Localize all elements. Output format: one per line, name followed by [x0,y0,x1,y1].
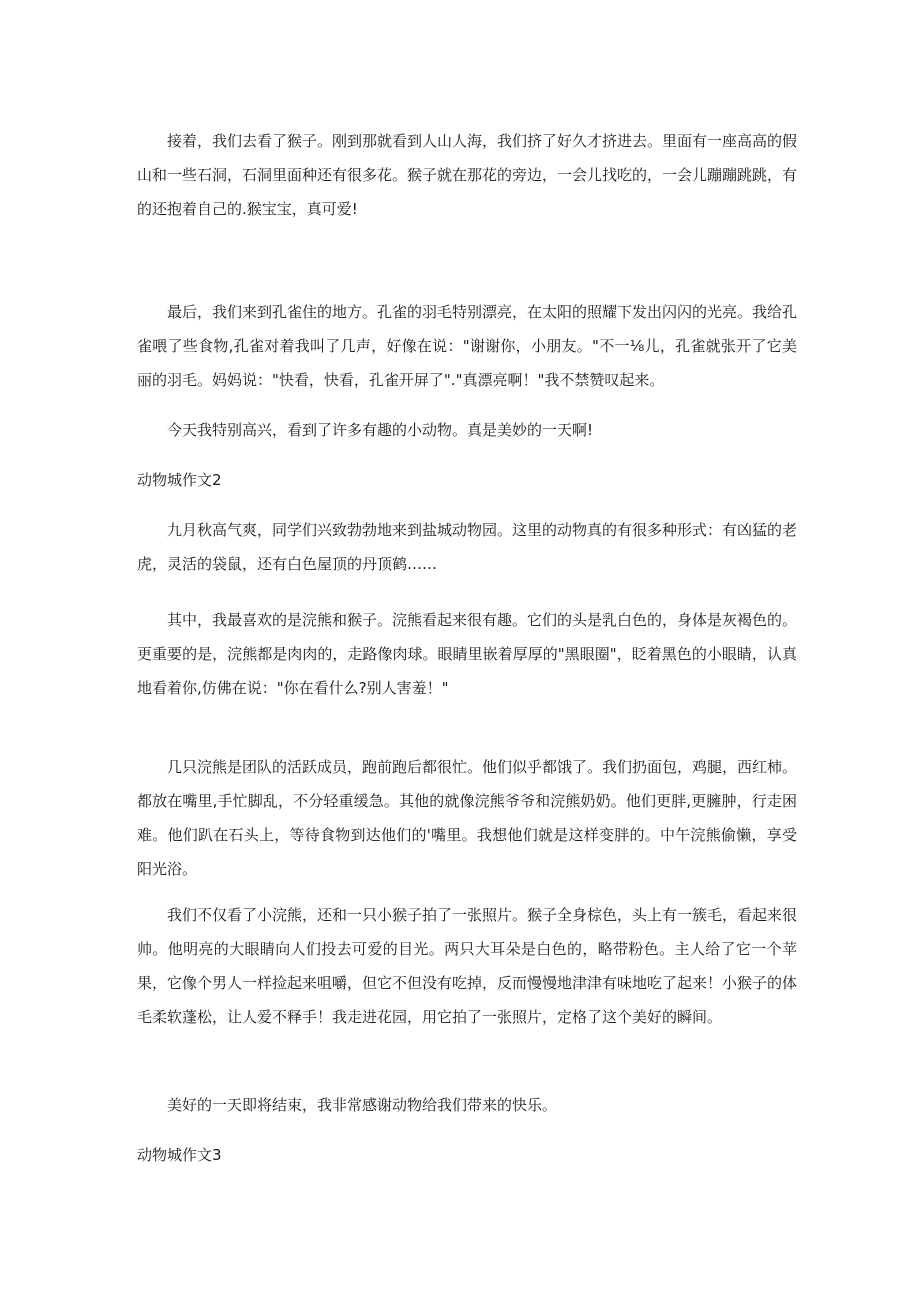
paragraph-autumn-zoo: 九月秋高气爽，同学们兴致勃勃地来到盐城动物园。这里的动物真的有很多种形式：有凶猛的老虎，灵活的袋鼠，还有白色屋顶的丹顶鹤…… [137,521,798,573]
paragraph-raccoon-team: 几只浣熊是团队的活跃成员，跑前跑后都很忙。他们似乎都饿了。我们扔面包，鸡腿，西红柿。都放在嘴里,手忙脚乱，不分轻重缓急。其他的就像浣熊爷爷和浣熊奶奶。他们更胖,更臃肿，行走困难。他们趴在石头上，等待食物到达他们的'嘴里。我想他们就是这样变胖的。中午浣熊偷懒，享受阳光浴。 [137,758,798,878]
paragraph-monkey-photo: 我们不仅看了小浣熊，还和一只小猴子拍了一张照片。猴子全身棕色，头上有一簇毛，看起来很帅。他明亮的大眼睛向人们投去可爱的目光。两只大耳朵是白色的，略带粉色。主人给了它一个苹果，它像个男人一样捡起来咀嚼，但它不但没有吃掉，反而慢慢地津津有味地吃了起来！小猴子的体毛柔软蓬松，让人爱不释手！我走进花园，用它拍了一张照片，定格了这个美好的瞬间。 [137,906,798,1026]
paragraph-happy-day: 今天我特别高兴，看到了许多有趣的小动物。真是美妙的一天啊! [167,421,594,439]
paragraph-peacock: 最后，我们来到孔雀住的地方。孔雀的羽毛特别漂亮，在太阳的照耀下发出闪闪的光亮。我给孔雀喂了些食物,孔雀对着我叫了几声，好像在说："谢谢你，小朋友。"不一⅛儿，孔雀就张开了它美丽的羽毛。妈妈说："快看，快看，孔雀开屏了"."真漂亮啊！"我不禁赞叹起来。 [137,303,798,389]
paragraph-ending: 美好的一天即将结束，我非常感谢动物给我们带来的快乐。 [167,1096,558,1114]
paragraph-monkeys: 接着，我们去看了猴子。刚到那就看到人山人海，我们挤了好久才挤进去。里面有一座高高的假山和一些石洞，石洞里面种还有很多花。猴子就在那花的旁边，一会儿找吃的，一会儿蹦蹦跳跳，有的还抱着自己的.猴宝宝，真可爱! [137,132,798,218]
section-heading-2: 动物城作文2 [137,471,222,489]
paragraph-raccoons: 其中，我最喜欢的是浣熊和猴子。浣熊看起来很有趣。它们的头是乳白色的，身体是灰褐色的。更重要的是，浣熊都是肉肉的，走路像肉球。眼睛里嵌着厚厚的"黑眼圈"，眨着黑色的小眼睛，认真地看着你,仿佛在说："你在看什么?别人害羞！" [137,611,798,697]
section-heading-3: 动物城作文3 [137,1146,222,1164]
